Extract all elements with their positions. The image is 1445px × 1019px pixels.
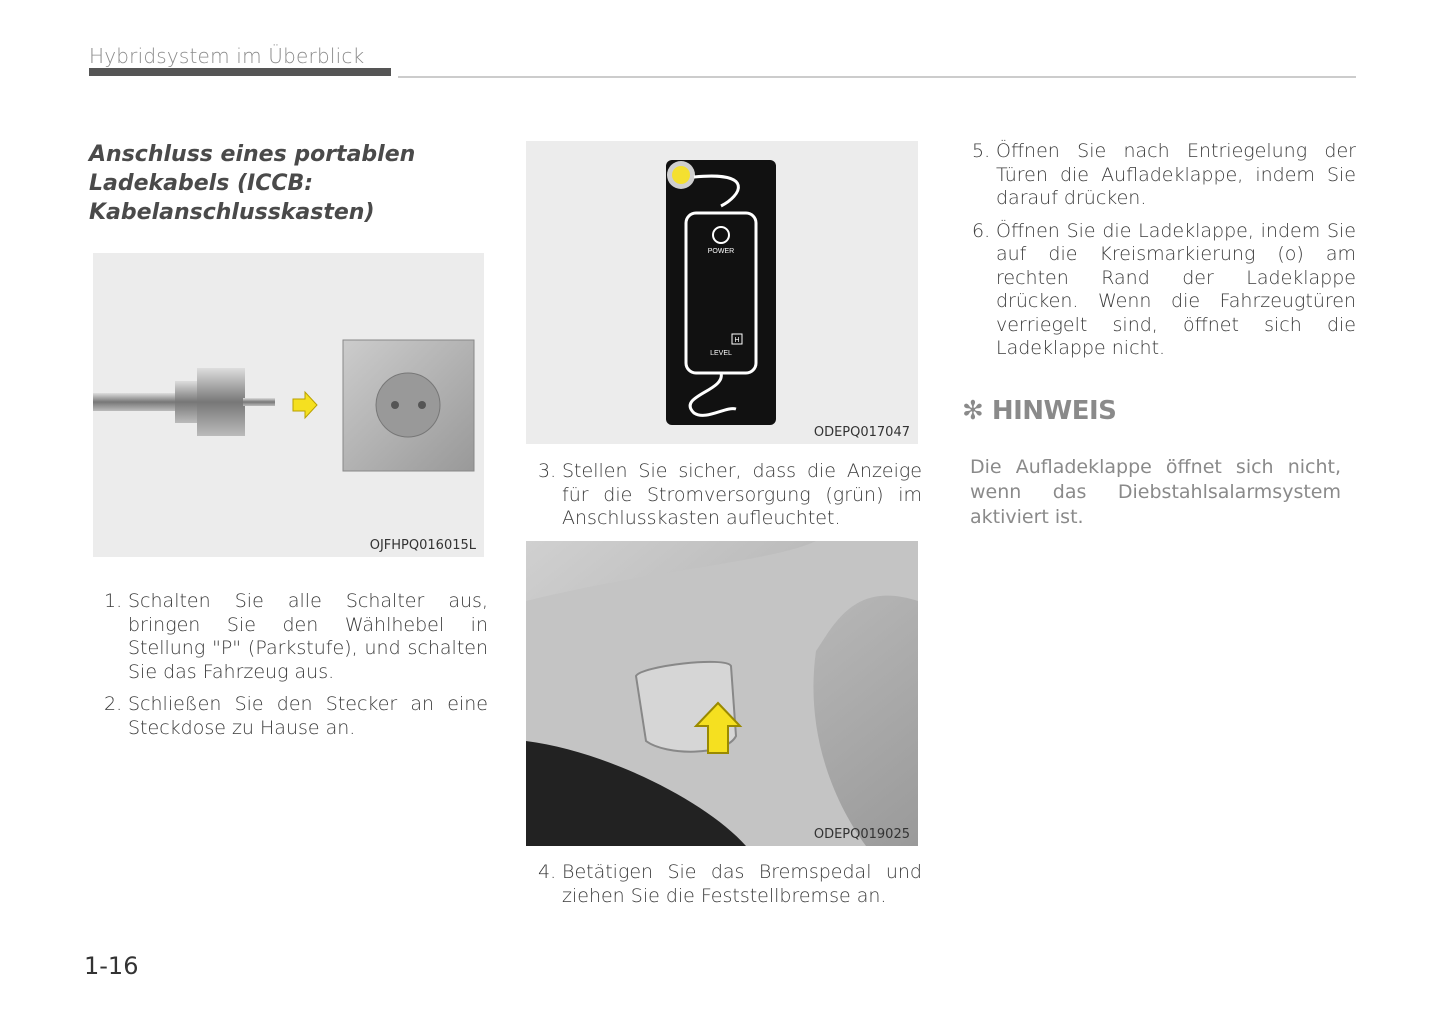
section-header: Hybridsystem im Überblick bbox=[89, 44, 365, 68]
power-label: POWER bbox=[707, 248, 735, 255]
steps-list-col2b bbox=[523, 861, 922, 917]
plug-socket-illustration bbox=[93, 253, 484, 557]
step-item: 6. Öffnen Sie die Ladeklappe, indem Sie auf die Kreismarkierung (o) am rechten Rand der Ladeklappe drücken. Wenn die Fahrzeugtüren verriegelt sind, öffnet sich die Ladeklappe nicht. bbox=[972, 219, 1356, 359]
step-item: 1. Schalten Sie alle Schalter aus, bringen Sie den Wählhebel in Stellung "P" (Parkstufe), und schalten Sie das Fahrzeug aus. bbox=[104, 590, 488, 683]
section-title: Anschluss eines portablen Ladekabels (ICCB: Kabelanschlusskasten) bbox=[89, 142, 416, 225]
figure-iccb-box bbox=[526, 141, 918, 444]
step-item: 2. Schließen Sie den Stecker an eine Steckdose zu Hause an. bbox=[104, 693, 488, 739]
figure-charge-door bbox=[526, 541, 918, 846]
level-label: LEVEL bbox=[710, 350, 732, 357]
asterisk-icon: ✻ bbox=[962, 396, 984, 426]
note-heading: ✻ HINWEIS bbox=[962, 396, 1117, 426]
step-item: 3. Stellen Sie sicher, dass die Anzeige für die Stromversorgung (grün) im Anschlusskasten aufleuchtet. bbox=[538, 460, 922, 529]
figure-plug-socket bbox=[93, 253, 484, 557]
iccb-illustration bbox=[526, 141, 918, 444]
header-bar bbox=[89, 68, 391, 76]
figure-code: OJFHPQ016015L bbox=[369, 538, 476, 553]
steps-list-col1 bbox=[89, 590, 488, 749]
page-number: 1-16 bbox=[84, 952, 139, 980]
figure-code: ODEPQ017047 bbox=[813, 425, 910, 440]
steps-list-col3 bbox=[957, 140, 1356, 370]
h-label: H bbox=[734, 337, 740, 344]
header-divider bbox=[398, 76, 1356, 78]
step-item: 5. Öffnen Sie nach Entriegelung der Türen die Aufladeklappe, indem Sie darauf drücken. bbox=[972, 140, 1356, 209]
step-item: 4. Betätigen Sie das Bremspedal und ziehen Sie die Feststellbremse an. bbox=[538, 861, 922, 907]
car-charge-door-illustration bbox=[526, 541, 918, 846]
note-text: Die Aufladeklappe öffnet sich nicht, wenn das Diebstahlsalarmsystem aktiviert ist. bbox=[970, 456, 1341, 528]
steps-list-col2a bbox=[523, 460, 922, 540]
figure-code: ODEPQ019025 bbox=[813, 827, 910, 842]
